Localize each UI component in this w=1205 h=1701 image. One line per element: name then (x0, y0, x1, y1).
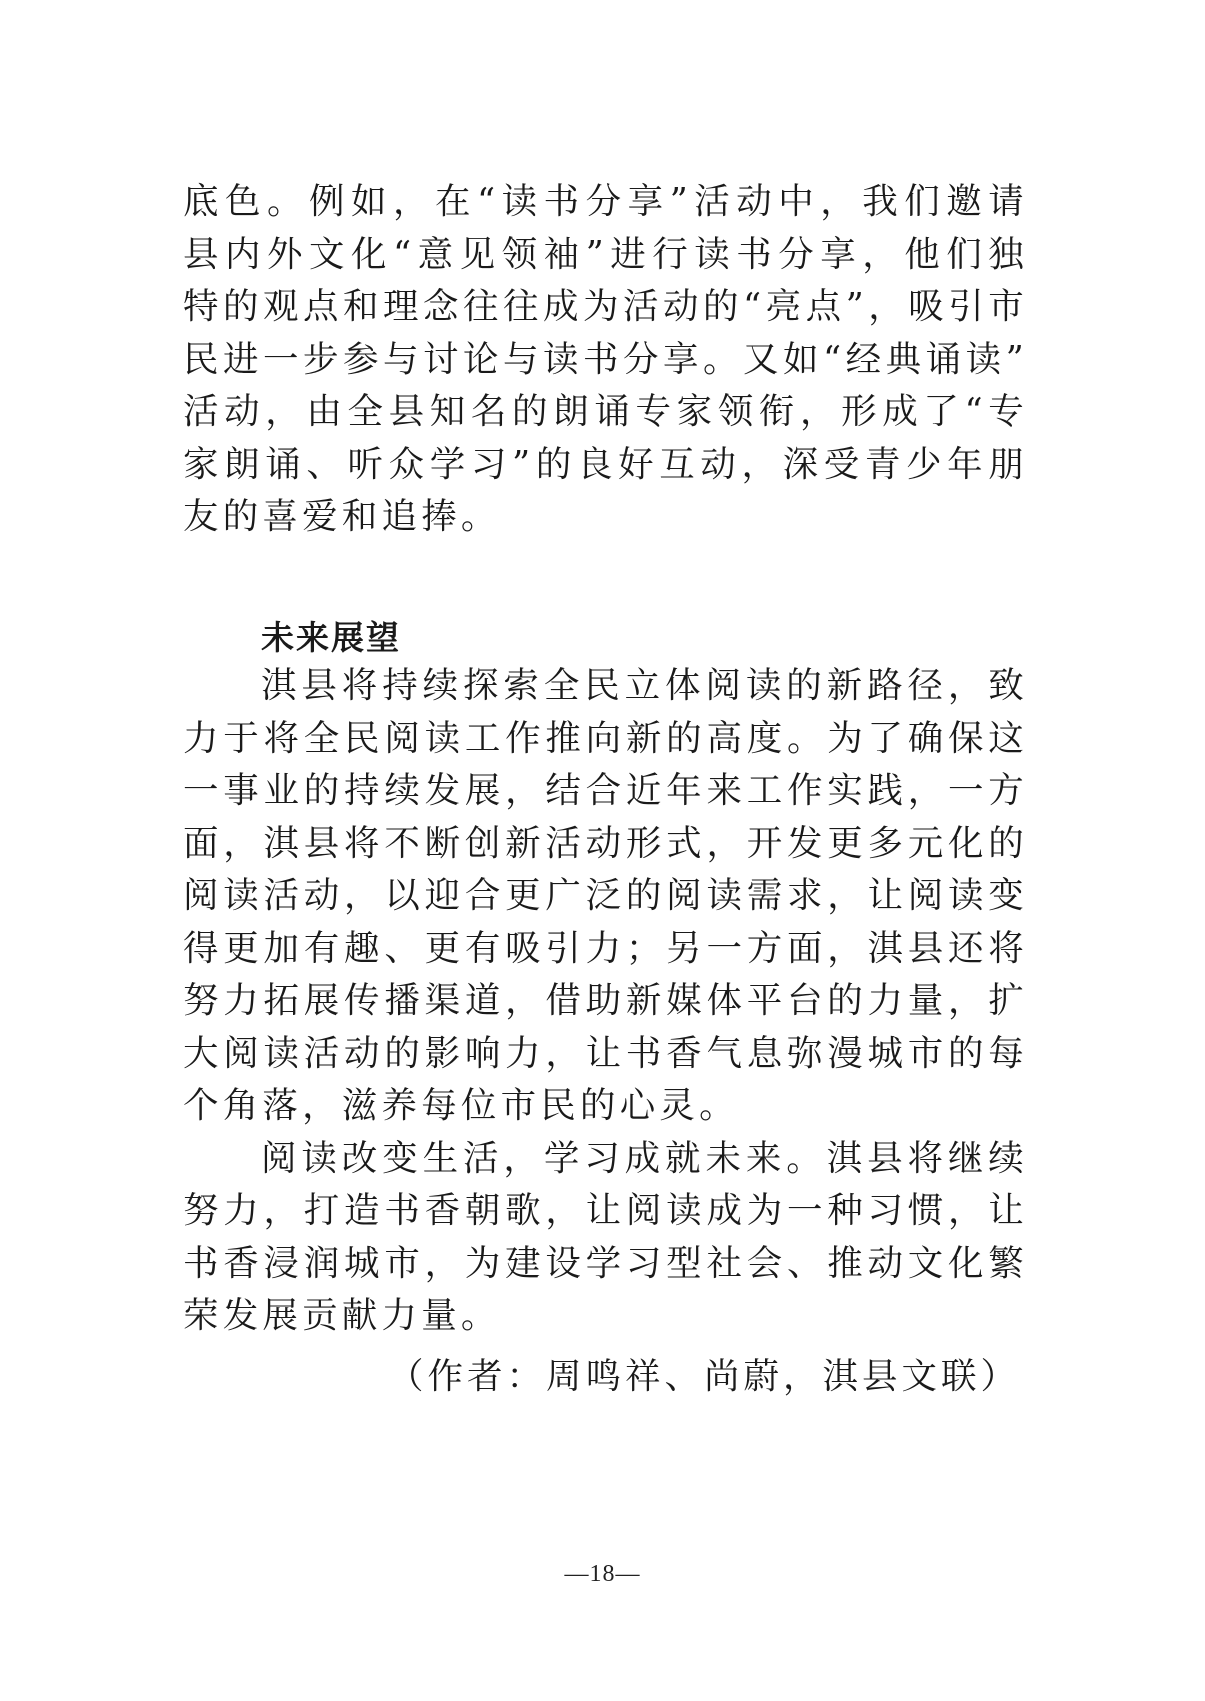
text-line: 荣发展贡献力量。 (183, 1295, 501, 1336)
text-line: 阅读活动，以迎合更广泛的阅读需求，让阅读变 (183, 875, 1028, 916)
text-line: 一事业的持续发展，结合近年来工作实践，一方 (183, 770, 1028, 811)
text-line: 特的观点和理念往往成为活动的“亮点”，吸引市 (183, 286, 1028, 327)
text-line: 淇县将持续探索全民立体阅读的新路径，致 (261, 665, 1028, 706)
section-body (183, 660, 1028, 1343)
text-line: 友的喜爱和追捧。 (183, 496, 501, 537)
text-line: 努力，打造书香朝歌，让阅读成为一种习惯，让 (183, 1190, 1028, 1231)
text-line: 书香浸润城市，为建设学习型社会、推动文化繁 (183, 1242, 1028, 1284)
text-line: 活动，由全县知名的朗诵专家领衔，形成了“专 (183, 391, 1028, 432)
author-signature: （作者：周鸣祥、尚蔚，淇县文联） (387, 1356, 1020, 1397)
paragraph-conclusion (183, 1133, 1028, 1343)
paragraph-outlook (183, 660, 1028, 1133)
text-line: 个角落，滋养每位市民的心灵。 (183, 1085, 739, 1126)
text-line: 努力拓展传播渠道，借助新媒体平台的力量，扩 (183, 980, 1028, 1021)
text-line: 面，淇县将不断创新活动形式，开发更多元化的 (183, 822, 1028, 864)
text-line: 阅读改变生活，学习成就未来。淇县将继续 (261, 1137, 1028, 1179)
text-line: 大阅读活动的影响力，让书香气息弥漫城市的每 (183, 1032, 1028, 1074)
text-line: 得更加有趣、更有吸引力；另一方面，淇县还将 (183, 927, 1028, 969)
text-line: 县内外文化“意见领袖”进行读书分享，他们独 (183, 233, 1028, 275)
page-number: —18— (564, 1561, 641, 1587)
intro-paragraph (183, 176, 1028, 544)
text-line: 底色。例如，在“读书分享”活动中，我们邀请 (183, 181, 1028, 222)
text-line: 家朗诵、听众学习”的良好互动，深受青少年朋 (183, 443, 1028, 485)
text-line: 民进一步参与讨论与读书分享。又如“经典诵读” (183, 338, 1028, 380)
text-line: 力于将全民阅读工作推向新的高度。为了确保这 (183, 717, 1028, 759)
section-heading: 未来展望 (261, 618, 401, 657)
